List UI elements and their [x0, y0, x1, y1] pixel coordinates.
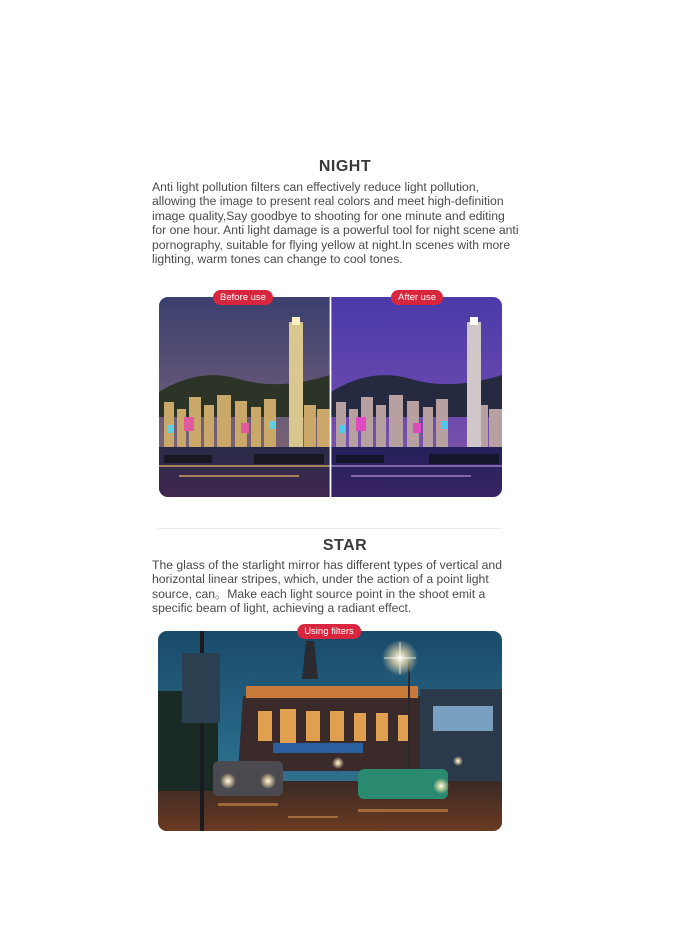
night-street-image	[158, 631, 502, 831]
night-description: Anti light pollution filters can effectively reduce light pollution, allowing the image to present real colors and meet high-definition image quality,Say goodbye to shooting for one minute and editing for one hour. Anti light damage is a powerful tool for night scene anti pornography, suitable for flying yellow at night.In scenes with more lighting, warm tones can change to cool tones.	[152, 180, 519, 267]
hong-kong-skyline-image	[159, 297, 502, 497]
section-divider	[158, 528, 502, 529]
night-comparison-photo	[159, 297, 502, 497]
starlight-filter-photo	[158, 631, 502, 831]
before-use-badge: Before use	[213, 290, 273, 305]
after-use-badge: After use	[391, 290, 443, 305]
star-description: The glass of the starlight mirror has different types of vertical and horizontal linear stripes, which, under the action of a point light source, can。Make each light source point in the shoot emit a specific beam of light, achieving a radiant effect.	[152, 558, 502, 616]
star-title: STAR	[322, 537, 368, 554]
night-title: NIGHT	[318, 158, 372, 175]
using-filters-badge: Using filters	[297, 624, 361, 639]
